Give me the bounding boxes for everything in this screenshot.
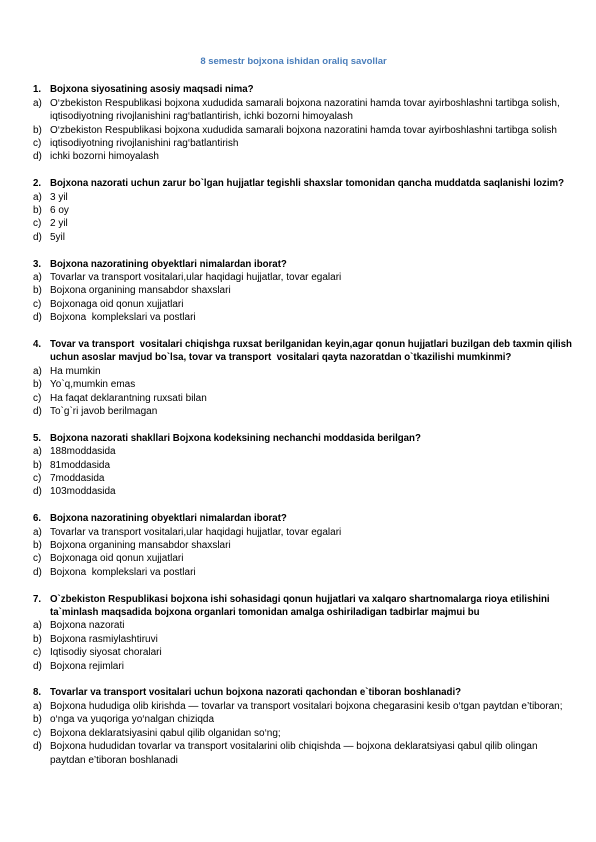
option-text: O‘zbekiston Respublikasi bojxona xududida samarali bojxona nazoratini hamda tovar ayirboshlashni tartibga solish, iqtisodiyotning rivojlanishini rag‘batlantirish, ichki bozorni himoyalash xyxy=(50,97,563,123)
option-text: o‘nga va yuqoriga yo‘nalgan chiziqda xyxy=(50,714,215,726)
option-text: Bojxonaga oid qonun xujjatlari xyxy=(50,298,184,310)
option-text: ichki bozorni himoyalash xyxy=(50,151,159,163)
option-label: b) xyxy=(33,714,42,726)
option-text: 81moddasida xyxy=(50,459,111,471)
question-text: Tovarlar va transport vositalari uchun bojxona nazorati qachondan e`tiboran boshlanadi? xyxy=(50,687,462,699)
option-label: d) xyxy=(33,406,42,417)
question-8-block xyxy=(33,686,582,766)
question-3-block xyxy=(33,258,582,325)
option-text: Bojxona rejimlari xyxy=(50,660,124,672)
question-text: Bojxona nazorati shakllari Bojxona kodeksining nechanchi moddasida berilgan? xyxy=(50,432,421,444)
option-text: Bojxona komplekslari va postlari xyxy=(50,566,196,578)
option-label: d) xyxy=(33,741,42,753)
question-number: 5. xyxy=(33,432,42,444)
question-number: 8. xyxy=(33,687,42,699)
option-label: b) xyxy=(33,285,42,297)
page-title: 8 semestr bojxona ishidan oraliq savollar xyxy=(200,56,387,67)
option-text: Ha faqat deklarantning ruxsati bilan xyxy=(50,392,207,404)
option-5c xyxy=(33,472,582,485)
question-7 xyxy=(33,593,582,620)
option-text: 7moddasida xyxy=(50,473,105,485)
option-label: d) xyxy=(33,312,42,324)
question-list xyxy=(33,83,582,780)
question-1-block xyxy=(33,83,582,163)
question-text: Bojxona nazoratining obyektlari nimalardan iborat? xyxy=(50,513,287,525)
option-3a xyxy=(33,271,582,284)
option-4d xyxy=(33,405,582,418)
question-2-block xyxy=(33,177,582,244)
option-1a xyxy=(33,97,582,124)
option-label: b) xyxy=(33,124,42,136)
option-text: 2 yil xyxy=(50,218,68,230)
option-text: Tovarlar va transport vositalari,ular haqidagi hujjatlar, tovar egalari xyxy=(50,271,342,283)
question-6-block xyxy=(33,512,582,579)
question-7-block xyxy=(33,593,582,673)
option-text: To`g`ri javob berilmagan xyxy=(50,406,158,417)
option-label: b) xyxy=(33,459,42,471)
option-label: c) xyxy=(33,553,42,565)
option-6b xyxy=(33,539,582,552)
question-3 xyxy=(33,258,582,271)
option-2a xyxy=(33,191,582,204)
question-5-block xyxy=(33,432,582,499)
question-text: O`zbekiston Respublikasi bojxona ishi sohasidagi qonun hujjatlari va xalqaro shartnomalarga rioya etilishini ta`minlash maqsadida bojxona organlari tomonidan amalga oshiriladigan tadbirlar majmui bu xyxy=(50,593,553,619)
question-text: Bojxona nazorati uchun zarur bo`lgan hujjatlar tegishli shaxslar tomonidan qancha muddatda saqlanishi lozim? xyxy=(50,178,565,190)
option-5d xyxy=(33,485,582,498)
option-6a xyxy=(33,526,582,539)
question-text: Bojxona siyosatining asosiy maqsadi nima? xyxy=(50,84,254,96)
option-4c xyxy=(33,392,582,405)
option-8a xyxy=(33,700,582,713)
option-text: Bojxona hududidan tovarlar va transport vositalarini olib chiqishda — bojxona deklaratsiyasi qabul qilib olingan paytdan e’tiboran boshlanadi xyxy=(50,741,541,766)
option-label: b) xyxy=(33,633,42,645)
question-number: 3. xyxy=(33,258,42,270)
option-label: b) xyxy=(33,379,42,391)
option-2c xyxy=(33,217,582,230)
question-8 xyxy=(33,686,582,699)
option-label: d) xyxy=(33,231,42,243)
option-label: d) xyxy=(33,566,42,578)
option-label: c) xyxy=(33,392,42,404)
option-label: d) xyxy=(33,660,42,672)
option-8d xyxy=(33,740,582,767)
option-text: Ha mumkin xyxy=(50,365,101,377)
option-label: c) xyxy=(33,647,42,659)
option-3d xyxy=(33,311,582,324)
option-1d xyxy=(33,150,582,163)
option-7b xyxy=(33,633,582,646)
option-text: 103moddasida xyxy=(50,486,116,498)
question-2 xyxy=(33,177,582,190)
option-3b xyxy=(33,284,582,297)
option-label: c) xyxy=(33,727,42,739)
option-8c xyxy=(33,727,582,740)
option-text: Bojxona organining mansabdor shaxslari xyxy=(50,540,231,552)
question-5 xyxy=(33,432,582,445)
question-number: 6. xyxy=(33,513,42,525)
option-label: c) xyxy=(33,473,42,485)
option-1b xyxy=(33,124,582,137)
option-7d xyxy=(33,660,582,673)
option-text: O‘zbekiston Respublikasi bojxona xududida samarali bojxona nazoratini hamda tovar ayirboshlashni tartibga solish xyxy=(50,124,557,136)
option-7a xyxy=(33,619,582,632)
question-number: 2. xyxy=(33,178,42,190)
option-text: 188moddasida xyxy=(50,446,116,458)
option-text: Yo`q,mumkin emas xyxy=(50,379,136,391)
question-4-block xyxy=(33,338,582,418)
question-number: 4. xyxy=(33,338,42,350)
option-2b xyxy=(33,204,582,217)
option-text: iqtisodiyotning rivojlanishini rag‘batlantirish xyxy=(50,137,239,149)
option-label: a) xyxy=(33,526,42,538)
option-text: Bojxona deklaratsiyasini qabul qilib olganidan so‘ng; xyxy=(50,727,281,739)
option-text: Tovarlar va transport vositalari,ular haqidagi hujjatlar, tovar egalari xyxy=(50,526,342,538)
question-text: Tovar va transport vositalari chiqishga ruxsat berilganidan keyin,agar qonun hujjatlari buzilgan deb taxmin qilish uchun asoslar mavjud bo`lsa, tovar va transport vositalari qayta nazoratdan o`tkazilishi mumkinmi? xyxy=(50,338,575,364)
option-8b xyxy=(33,713,582,726)
question-number: 1. xyxy=(33,84,42,96)
question-text: Bojxona nazoratining obyektlari nimalardan iborat? xyxy=(50,258,287,270)
option-label: a) xyxy=(33,97,42,109)
option-text: Bojxona organining mansabdor shaxslari xyxy=(50,285,231,297)
question-number: 7. xyxy=(33,593,42,605)
option-5a xyxy=(33,445,582,458)
option-label: d) xyxy=(33,151,42,163)
option-text: 5yil xyxy=(50,231,66,243)
option-6d xyxy=(33,566,582,579)
option-text: Bojxona rasmiylashtiruvi xyxy=(50,633,158,645)
option-label: d) xyxy=(33,486,42,498)
option-1c xyxy=(33,137,582,150)
option-label: c) xyxy=(33,298,42,310)
option-text: 6 oy xyxy=(50,204,69,216)
option-7c xyxy=(33,646,582,659)
option-text: Bojxona komplekslari va postlari xyxy=(50,312,196,324)
option-3c xyxy=(33,298,582,311)
option-text: Iqtisodiy siyosat choralari xyxy=(50,647,162,659)
option-text: Bojxonaga oid qonun xujjatlari xyxy=(50,553,184,565)
option-text: 3 yil xyxy=(50,191,68,203)
option-label: b) xyxy=(33,540,42,552)
option-6c xyxy=(33,552,582,565)
option-label: a) xyxy=(33,191,42,203)
option-label: c) xyxy=(33,137,42,149)
option-4b xyxy=(33,378,582,391)
option-label: a) xyxy=(33,620,42,632)
option-label: b) xyxy=(33,204,42,216)
option-4a xyxy=(33,365,582,378)
option-text: Bojxona nazorati xyxy=(50,620,125,632)
option-2d xyxy=(33,231,582,244)
question-4 xyxy=(33,338,582,365)
option-text: Bojxona hududiga olib kirishda — tovarlar va transport vositalari bojxona chegarasini kesib o‘tgan paytdan e’tiboran; xyxy=(50,700,563,712)
option-label: a) xyxy=(33,365,42,377)
option-label: a) xyxy=(33,271,42,283)
question-1 xyxy=(33,83,582,96)
option-label: a) xyxy=(33,446,42,458)
option-label: a) xyxy=(33,700,42,712)
option-label: c) xyxy=(33,218,42,230)
option-5b xyxy=(33,459,582,472)
question-6 xyxy=(33,512,582,525)
